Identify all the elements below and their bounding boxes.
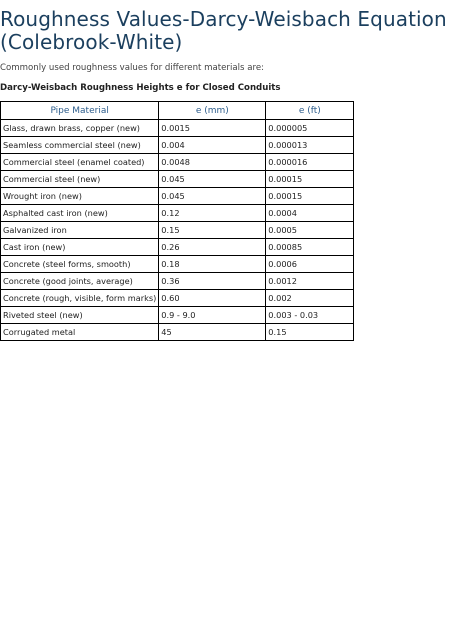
- table-row: [1, 273, 354, 290]
- cell-e-ft: 0.00015: [266, 171, 354, 188]
- cell-e-ft: 0.000005: [266, 120, 354, 137]
- table-row: [1, 290, 354, 307]
- cell-material: Corrugated metal: [1, 324, 159, 341]
- table-row: [1, 154, 354, 171]
- cell-material: Commercial steel (new): [1, 171, 159, 188]
- table-row: [1, 239, 354, 256]
- cell-e-ft: 0.15: [266, 324, 354, 341]
- cell-e-mm: 0.045: [159, 171, 266, 188]
- table-row: [1, 188, 354, 205]
- cell-e-ft: 0.000016: [266, 154, 354, 171]
- cell-e-ft: 0.002: [266, 290, 354, 307]
- cell-e-ft: 0.0005: [266, 222, 354, 239]
- cell-e-ft: 0.00015: [266, 188, 354, 205]
- table-row: [1, 120, 354, 137]
- cell-material: Concrete (rough, visible, form marks): [1, 290, 159, 307]
- cell-e-mm: 0.15: [159, 222, 266, 239]
- cell-material: Concrete (good joints, average): [1, 273, 159, 290]
- table-row: [1, 324, 354, 341]
- cell-e-mm: 0.045: [159, 188, 266, 205]
- cell-material: Wrought iron (new): [1, 188, 159, 205]
- table-row: [1, 205, 354, 222]
- cell-e-mm: 45: [159, 324, 266, 341]
- table-row: [1, 256, 354, 273]
- cell-material: Galvanized iron: [1, 222, 159, 239]
- header-e-mm: e (mm): [159, 102, 266, 120]
- cell-e-mm: 0.36: [159, 273, 266, 290]
- cell-material: Concrete (steel forms, smooth): [1, 256, 159, 273]
- cell-e-mm: 0.26: [159, 239, 266, 256]
- cell-e-mm: 0.12: [159, 205, 266, 222]
- cell-e-mm: 0.60: [159, 290, 266, 307]
- table-row: [1, 222, 354, 239]
- cell-material: Seamless commercial steel (new): [1, 137, 159, 154]
- table-row: [1, 171, 354, 188]
- cell-material: Asphalted cast iron (new): [1, 205, 159, 222]
- table-caption: Darcy-Weisbach Roughness Heights e for Closed Conduits: [0, 83, 281, 93]
- cell-e-ft: 0.0012: [266, 273, 354, 290]
- cell-e-mm: 0.0048: [159, 154, 266, 171]
- header-e-ft: e (ft): [266, 102, 354, 120]
- cell-material: Commercial steel (enamel coated): [1, 154, 159, 171]
- cell-material: Cast iron (new): [1, 239, 159, 256]
- header-pipe-material: Pipe Material: [1, 102, 159, 120]
- cell-e-ft: 0.000013: [266, 137, 354, 154]
- roughness-table: [0, 101, 354, 341]
- cell-material: Glass, drawn brass, copper (new): [1, 120, 159, 137]
- cell-e-mm: 0.004: [159, 137, 266, 154]
- cell-material: Riveted steel (new): [1, 307, 159, 324]
- cell-e-ft: 0.00085: [266, 239, 354, 256]
- cell-e-ft: 0.0006: [266, 256, 354, 273]
- page-title: Roughness Values-Darcy-Weisbach Equation (Colebrook-White): [0, 7, 447, 54]
- table-row: [1, 137, 354, 154]
- cell-e-mm: 0.9 - 9.0: [159, 307, 266, 324]
- cell-e-ft: 0.0004: [266, 205, 354, 222]
- table-header-row: [1, 102, 354, 120]
- intro-text: Commonly used roughness values for different materials are:: [0, 63, 265, 73]
- cell-e-mm: 0.0015: [159, 120, 266, 137]
- table-row: [1, 307, 354, 324]
- cell-e-mm: 0.18: [159, 256, 266, 273]
- cell-e-ft: 0.003 - 0.03: [266, 307, 354, 324]
